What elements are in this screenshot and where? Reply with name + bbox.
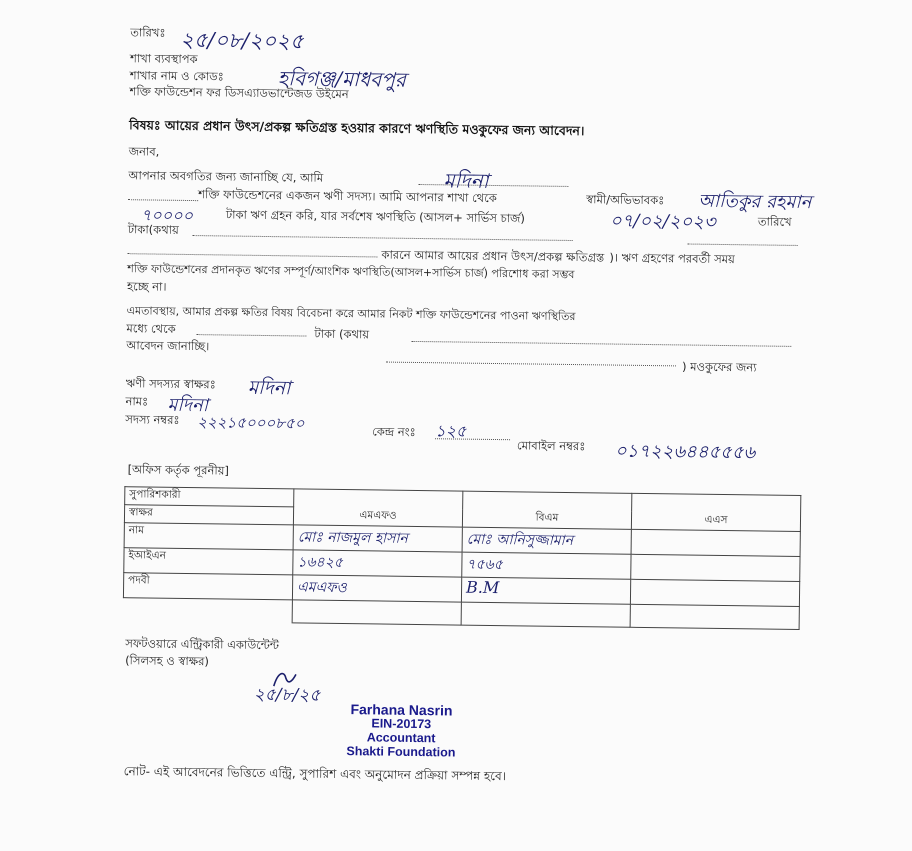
para2-line-3: আবেদন জানাচ্ছি। [126, 338, 210, 354]
loan-amount: ৭০০০০ [140, 205, 194, 226]
col-bm: বিএম [462, 509, 631, 529]
col-as: এএস [631, 511, 800, 531]
body-line-4: টাকা(কথায় [127, 222, 179, 237]
loan-date: ০৭/০২/২০২৩ [609, 210, 716, 233]
member-signature: মদিনা [247, 376, 291, 400]
col-eo: এমএফও [293, 507, 462, 527]
center-number: ১২৫ [435, 421, 467, 441]
member-name-label: নামঃ [125, 394, 149, 409]
accountant-line-2: (সিলসহ ও স্বাক্ষর) [125, 653, 210, 669]
body-line-3: টাকা ঋণ গ্রহন করি, যার সর্বশেষ ঋণস্থিতি (আসল+ সার্ভিস চার্জ) [225, 207, 525, 226]
manager-line: শাখা ব্যবস্থাপক [129, 51, 198, 67]
branch-value: হবিগঞ্জ/মাধবপুর [277, 66, 407, 92]
accountant-sign-date: ২৫/৮/২৫ [253, 684, 321, 706]
office-heading: [অফিস কর্তৃক পূরনীয়] [127, 462, 230, 478]
member-id-label: সদস্য নম্বরঃ [125, 412, 180, 427]
stamp-title: Accountant [366, 730, 436, 746]
date-value: ২৫/০৮/২০২৫ [180, 27, 304, 54]
body-line-6: শক্তি ফাউন্ডেশনের প্রদানকৃত ঋণের সম্পূর্ণ/আংশিক ঋণস্থিতি(আসল+সার্ভিস চার্জ) পরিশোধ করা সম্ভব [127, 262, 575, 282]
accountant-stamp [326, 702, 477, 760]
para2-line-1: এমতাবস্থায়, আমার প্রকল্প ক্ষতির বিষয় বিবেচনা করে আমার নিকট শক্তি ফাউন্ডেশনের পাওনা ঋণস্থিতির [126, 304, 576, 324]
member-sign-label: ঋণী সদস্যর স্বাক্ষরঃ [125, 376, 216, 392]
fill-line [193, 235, 573, 241]
recommendation-table [123, 486, 802, 630]
stamp-name: Farhana Nasrin [350, 701, 453, 719]
mobile-number: ০১৭২২৬৪৪৫৫৫৬ [614, 440, 756, 464]
fill-line [411, 341, 791, 347]
row-label-post: পদবী [123, 573, 292, 600]
salutation: জনাব, [128, 144, 160, 159]
fill-line [386, 362, 676, 367]
row-label-sign: স্বাক্ষর [124, 505, 293, 525]
bm-name: মোঃ আনিসুজ্জামান [466, 531, 574, 550]
bm-post: B.M [465, 577, 500, 598]
branch-label: শাখার নাম ও কোডঃ [129, 68, 224, 84]
row-label-ein: ইআইএন [124, 548, 293, 575]
body-line-5b: )। ঋণ গ্রহণের পরবর্তী সময় [609, 250, 735, 267]
fill-line [128, 199, 198, 201]
subject-line: বিষয়ঃ আয়ের প্রধান উৎস/প্রকল্প ক্ষতিগ্রস্ত হওয়ার কারণে ঋণস্থিতি মওকুফের জন্য আবেদন। [129, 117, 585, 139]
para2-line-2: মধ্যে থেকে [126, 321, 176, 336]
fill-line [196, 334, 306, 336]
accountant-line-1: সফটওয়ারে এন্ট্রিকারী একাউন্টেন্ট [125, 636, 280, 653]
member-name: মদিনা [167, 394, 209, 417]
stamp-ein: EIN-20173 [371, 716, 432, 732]
date-label: তারিখঃ [130, 25, 166, 40]
eo-name: মোঃ নাজমুল হাসান [297, 529, 408, 547]
row-label-name: নাম [124, 523, 293, 550]
body-line-5: কারনে আমার আয়ের প্রধান উৎস/প্রকল্প ক্ষতিগ্রস্ত [381, 247, 605, 265]
guardian-name: আতিকুর রহমান [698, 190, 812, 214]
stamp-org: Shakti Foundation [346, 744, 456, 760]
para2-line-3b: ) মওকুফের জন্য [681, 359, 757, 375]
applicant-name: মদিনা [443, 168, 489, 193]
date-suffix: তারিখে [757, 214, 792, 229]
center-label: কেন্দ্র নংঃ [372, 424, 416, 439]
recommender-label: সুপারিশকারী [125, 487, 294, 507]
body-line-2: শক্তি ফাউন্ডেশনের একজন ঋণী সদস্য। আমি আপনার শাখা থেকে [198, 187, 497, 206]
fill-line [688, 244, 798, 246]
eo-ein: ১৬৪২৫ [297, 554, 343, 572]
para2-line-2b: টাকা (কথায় [314, 326, 370, 342]
mobile-label: মোবাইল নম্বরঃ [516, 438, 586, 454]
bm-ein: ৭৫৬৫ [466, 556, 503, 574]
org-line: শক্তি ফাউন্ডেশন ফর ডিসএ্যাডভান্টেজড উইমেন [129, 84, 349, 102]
body-line-7: হচ্ছে না। [126, 279, 167, 294]
member-id: ২২২১৫০০০৮৫০ [197, 413, 305, 433]
eo-post: এমএফও [296, 579, 347, 597]
fill-line [127, 253, 377, 257]
fill-line [418, 184, 568, 187]
body-line-1: আপনার অবগতির জন্য জানাচ্ছি যে, আমি [128, 168, 324, 185]
guardian-label: স্বামী/অভিভাবকঃ [586, 192, 665, 208]
note-line: নোট- এই আবেদনের ভিত্তিতে এন্ট্রি, সুপারিশ এবং অনুমোদন প্রক্রিয়া সম্পন্ন হবে। [123, 764, 507, 784]
